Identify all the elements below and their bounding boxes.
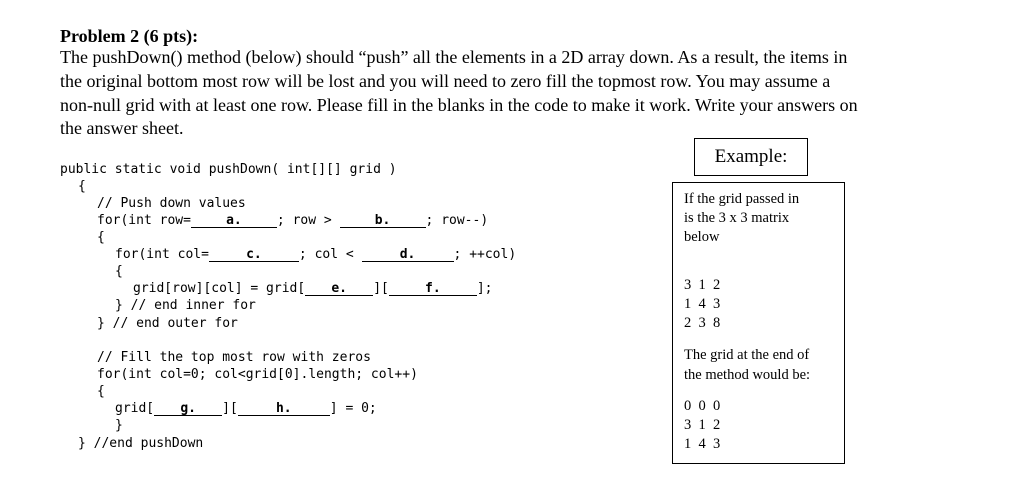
outer-open-brace: { (97, 230, 105, 245)
outer-for-start: for(int row= (97, 213, 191, 228)
blank-f: f. (389, 282, 477, 296)
comment-push-down: // Push down values (97, 196, 246, 211)
blank-b: b. (340, 214, 426, 228)
output-matrix-row-1: 0 0 0 (684, 398, 721, 414)
fill-open-brace: { (97, 384, 105, 399)
input-matrix-row-3: 2 3 8 (684, 315, 721, 331)
blank-e: e. (305, 282, 373, 296)
assignment-start: grid[row][col] = grid[ (133, 281, 306, 296)
problem-text-line-1: The pushDown() method (below) should “push” all the elements in a 2D array down. As a result, the items in (60, 47, 848, 67)
outer-for-end: ; row--) (425, 213, 489, 228)
comment-fill-zeros: // Fill the top most row with zeros (97, 350, 371, 365)
input-matrix-row-1: 3 1 2 (684, 277, 721, 293)
fill-close-brace: } (115, 418, 123, 433)
example-result-line-1: The grid at the end of (684, 347, 810, 363)
fill-assign-mid: ][ (222, 401, 238, 416)
example-label-box (694, 138, 808, 176)
example-label: Example: (714, 146, 788, 167)
end-method: } //end pushDown (78, 436, 204, 451)
blank-g: g. (154, 402, 222, 416)
blank-a: a. (191, 214, 277, 228)
method-signature: public static void pushDown( int[][] grid ) (60, 162, 397, 177)
blank-c: c. (209, 248, 299, 262)
problem-text-line-2: the original bottom most row will be lost and you will need to zero fill the topmost row. You may assume a (60, 71, 831, 91)
assignment-mid: ][ (373, 281, 389, 296)
end-outer-for: } // end outer for (97, 316, 238, 331)
problem-text-line-3: non-null grid with at least one row. Please fill in the blanks in the code to make it work. Write your answers on (60, 95, 858, 115)
outer-for-line (97, 213, 488, 229)
inner-for-start: for(int col= (115, 247, 209, 262)
assignment-line (133, 281, 493, 297)
inner-for-end: ; ++col) (453, 247, 517, 262)
fill-for-line: for(int col=0; col<grid[0].length; col++) (97, 367, 418, 382)
blank-h: h. (238, 402, 330, 416)
end-inner-for: } // end inner for (115, 298, 256, 313)
inner-for-line (115, 247, 516, 263)
fill-assign-end: ] = 0; (329, 401, 377, 416)
problem-text-line-4: the answer sheet. (60, 118, 184, 138)
blank-d: d. (362, 248, 454, 262)
example-intro-line-2: is the 3 x 3 matrix (684, 210, 790, 226)
method-open-brace: { (78, 179, 86, 194)
example-result-line-2: the method would be: (684, 367, 811, 383)
fill-assign-line (115, 401, 377, 417)
example-intro-line-3: below (684, 229, 720, 245)
example-intro-line-1: If the grid passed in (684, 191, 800, 207)
output-matrix-row-2: 3 1 2 (684, 417, 721, 433)
assignment-end: ]; (476, 281, 493, 296)
fill-assign-start: grid[ (115, 401, 155, 416)
output-matrix-row-3: 1 4 3 (684, 436, 721, 452)
input-matrix-row-2: 1 4 3 (684, 296, 721, 312)
outer-for-mid: ; row > (276, 213, 340, 228)
problem-title: Problem 2 (6 pts): (60, 26, 199, 46)
inner-open-brace: { (115, 264, 123, 279)
inner-for-mid: ; col < (298, 247, 362, 262)
